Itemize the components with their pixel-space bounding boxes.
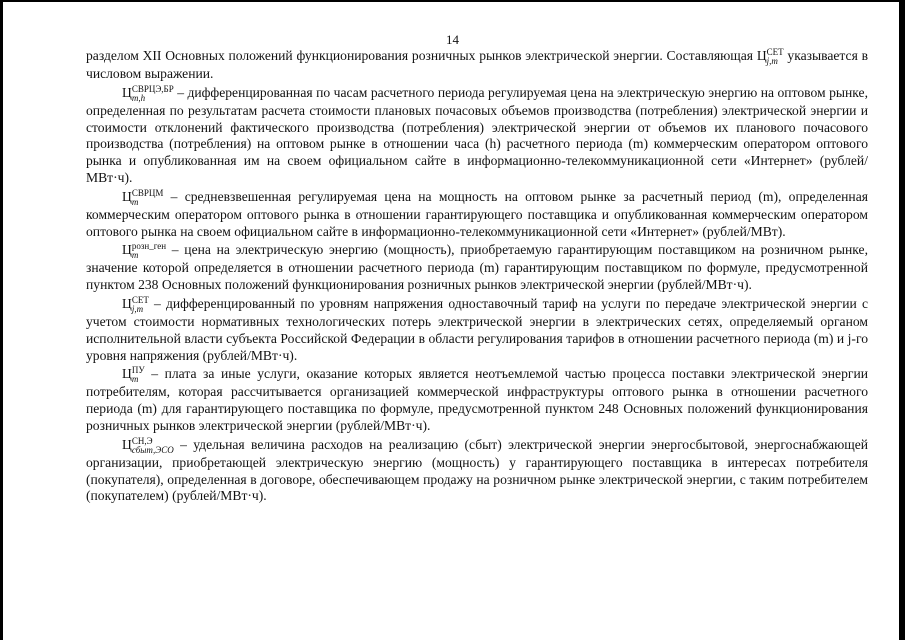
scan-edge-left xyxy=(0,0,3,640)
paragraph-intro xyxy=(86,48,868,83)
formula-symbol: Ц розн_ген m xyxy=(122,241,167,261)
symbol-subscript: m,h xyxy=(131,92,146,103)
definition-text: – дифференцированный по уровням напряжения одноставочный тариф на услуги по передаче электрической энергии с учетом стоимости нормативных технологических потерь электрической энергии в электрических сетях, определяемый органом исполнительной власти субъекта Российской Федерации в области регулирования тарифов в отношении расчетного периода (m) и j-го уровня напряжения (рублей/МВт·ч). xyxy=(86,295,868,363)
formula-symbol: Ц ПУ m xyxy=(122,365,145,385)
definition-paragraph xyxy=(86,437,868,505)
page-number: 14 xyxy=(446,32,459,47)
definition-text: – цена на электрическую энергию (мощность), приобретаемую гарантирующим поставщиком на розничном рынке, значение которой определяется в отношении расчетного периода (m) гарантирующим поставщиком по формуле, предусмотренной пунктом 238 Основных положений функционирования розничных рынков электрической энергии (рублей/МВт·ч). xyxy=(86,242,868,293)
definition-paragraph xyxy=(86,85,868,187)
symbol-superscript: СЕТ xyxy=(766,47,784,57)
definition-paragraph xyxy=(86,189,868,241)
definition-text: – дифференцированная по часам расчетного периода регулируемая цена на электрическую энергию на оптовом рынке, определенная по результатам расчета стоимости плановых почасовых объемов производства (потребления) электрической энергии и стоимости отклонений фактического производства (потребления) электрической энергии от объемов их планового почасового производства (потребления) на оптовом рынке в отношении часа (h) расчетного периода (m) коммерческим оператором оптового рынка и опубликованная им на своем официальном сайте в информационно-телекоммуникационной сети «Интернет» (рублей/МВт·ч). xyxy=(86,84,868,185)
symbol-superscript: ПУ xyxy=(131,365,145,376)
symbol-subscript: j,m xyxy=(131,303,144,314)
symbol-superscript: СЕТ xyxy=(131,294,149,305)
formula-symbol: Ц СВРЦМ m xyxy=(122,187,164,207)
symbol-subscript: m xyxy=(131,196,139,207)
symbol-superscript: СВРЦЭ,БР xyxy=(131,83,174,94)
symbol-subscript: m xyxy=(131,374,139,385)
symbol-superscript: розн_ген xyxy=(131,241,167,252)
definition-paragraph xyxy=(86,296,868,364)
symbol-subscript: сбыт,ЭСО xyxy=(131,444,174,455)
symbol-superscript: СН,Э xyxy=(131,435,153,446)
symbol-subscript: j,m xyxy=(766,56,778,66)
definition-text: – плата за иные услуги, оказание которых является неотъемлемой частью процесса поставки электрической энергии потребителям, которая рассчитывается организацией коммерческой инфраструктуры оптового рынка в отношении расчетного периода (m) для гарантирующего поставщика по формуле, предусмотренной пунктом 248 Основных положений функционирования розничных рынков электрической энергии (рублей/МВт·ч). xyxy=(86,366,868,433)
formula-symbol: Ц СЕТ j,m xyxy=(756,47,784,66)
document-body xyxy=(86,48,868,507)
formula-symbol: Ц СН,Э сбыт,ЭСО xyxy=(122,435,174,455)
definition-paragraph xyxy=(86,366,868,434)
scan-edge-top xyxy=(0,0,905,2)
definition-text: – средневзвешенная регулируемая цена на мощность на оптовом рынке за расчетный период (m), определенная коммерческим оператором оптового рынка в отношении гарантирующего поставщика и опубликованная коммерческим оператором оптового рынка на своем официальном сайте в информационно-телекоммуникационной сети «Интернет» (рублей/МВт). xyxy=(86,188,868,239)
definition-paragraph xyxy=(86,242,868,294)
symbol-superscript: СВРЦМ xyxy=(131,187,164,198)
definition-text: – удельная величина расходов на реализацию (сбыт) электрической энергии энергосбытовой, энергоснабжающей организации, приобретающей электрическую энергию (мощность) у гарантирующего поставщика в интересах потребителя (покупателя), определенная в договоре, обеспечивающем продажу на розничном рынке электрической энергии, с таким потребителем (покупателем) (рублей/МВт·ч). xyxy=(86,436,868,504)
formula-symbol: Ц СВРЦЭ,БР m,h xyxy=(122,83,174,103)
paragraph-text: указывается в числовом выражении. xyxy=(86,48,868,81)
paragraph-text: разделом XII Основных положений функционирования розничных рынков электрической энергии. Составляющая xyxy=(86,48,757,63)
formula-symbol: Ц СЕТ j,m xyxy=(122,294,149,314)
scan-edge-right xyxy=(899,0,905,640)
symbol-subscript: m xyxy=(131,250,139,261)
